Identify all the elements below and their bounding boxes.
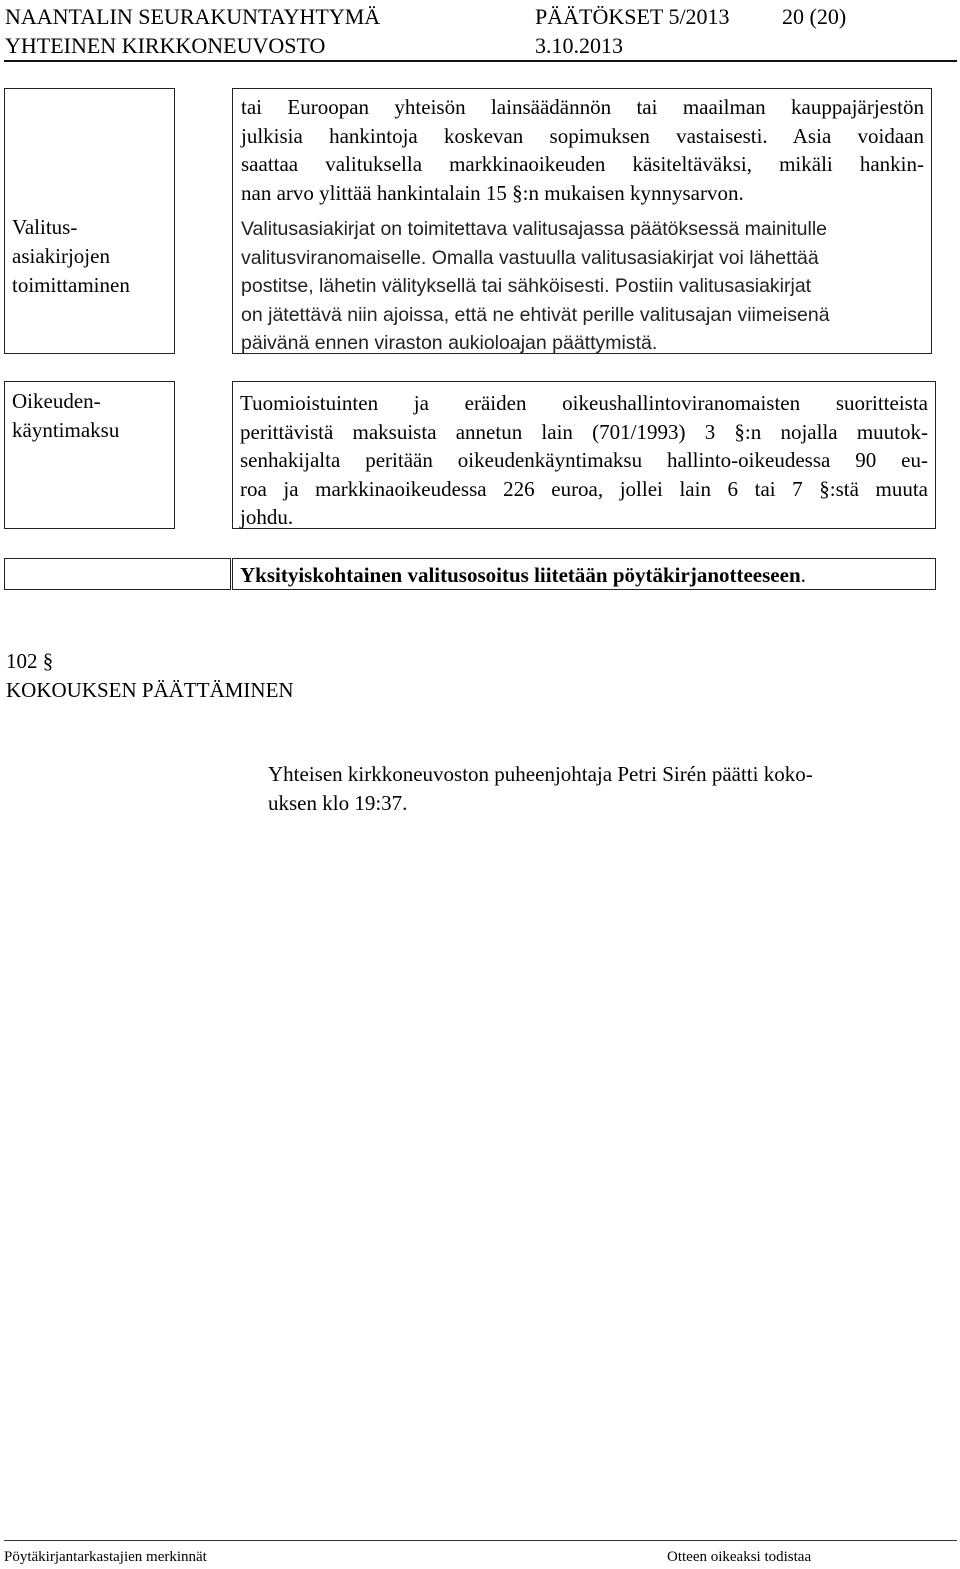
text-line: Tuomioistuinten ja eräiden oikeushallintoviranomaisten suoritteista — [240, 391, 928, 415]
label-line: Oikeuden- — [12, 389, 101, 413]
notice-label-box — [4, 558, 231, 590]
appeal-documents-label-box — [4, 88, 175, 354]
notice-bold-text: Yksityiskohtainen valitusosoitus liitetään pöytäkirjanotteeseen — [240, 563, 801, 587]
label-line: asiakirjojen — [12, 244, 110, 268]
label-line: käyntimaksu — [12, 418, 120, 442]
notice-period: . — [800, 563, 806, 587]
text-line: valitusviranomaiselle. Omalla vastuulla valitusasiakirjat voi lähettää — [241, 246, 819, 269]
notice-content-box — [232, 558, 936, 590]
text-line: perittävistä maksuista annetun lain (701/1993) 3 §:n nojalla muutok- — [240, 419, 928, 444]
court-fee-label — [12, 387, 119, 445]
text-line: Yhteisen kirkkoneuvoston puheenjohtaja Petri Sirén päätti koko- — [268, 762, 813, 786]
header-doc-title: PÄÄTÖKSET 5/2013 — [535, 4, 730, 29]
text-line: saattaa valituksella markkinaoikeuden käsiteltäväksi, mikäli hankin- — [241, 152, 924, 176]
label-line: Valitus- — [12, 215, 78, 239]
header-page-number: 20 (20) — [782, 4, 847, 29]
section-number: 102 § — [6, 649, 54, 673]
court-fee-content-box — [232, 381, 936, 529]
footer-divider — [4, 1540, 957, 1541]
court-fee-paragraph — [240, 389, 928, 532]
text-line: roa ja markkinaoikeudessa 226 euroa, jollei lain 6 tai 7 §:stä muuta — [240, 476, 928, 501]
header-org-name: NAANTALIN SEURAKUNTAYHTYMÄ — [5, 4, 381, 29]
court-fee-label-box — [4, 381, 175, 529]
appeal-documents-content-box — [232, 88, 932, 354]
header-date: 3.10.2013 — [535, 33, 623, 58]
section-paragraph — [268, 760, 918, 817]
appeal-documents-label — [12, 213, 130, 300]
text-line: on jätettävä niin ajoissa, että ne ehtivät perille valitusajan viimeisenä — [241, 303, 830, 326]
appeal-intro-paragraph — [241, 93, 924, 207]
appeal-delivery-paragraph — [241, 215, 924, 358]
section-title: KOKOUKSEN PÄÄTTÄMINEN — [6, 678, 294, 702]
header-divider — [4, 60, 957, 62]
footer-right: Otteen oikeaksi todistaa — [667, 1549, 812, 1565]
text-line: tai Euroopan yhteisön lainsäädännön tai maailman kauppajärjestön — [241, 95, 924, 119]
label-line: toimittaminen — [12, 273, 130, 297]
text-line: postitse, lähetin välityksellä tai sähköisesti. Postiin valitusasiakirjat — [241, 275, 812, 297]
text-line: uksen klo 19:37. — [268, 790, 408, 815]
notice-text — [240, 561, 806, 590]
header-body-name: YHTEINEN KIRKKONEUVOSTO — [5, 33, 326, 58]
text-line: johdu. — [240, 505, 294, 529]
footer-left: Pöytäkirjantarkastajien merkinnät — [4, 1549, 207, 1565]
text-line: Valitusasiakirjat on toimitettava valitusajassa päätöksessä mainitulle — [241, 218, 828, 240]
text-line: julkisia hankintoja koskevan sopimuksen vastaisesti. Asia voidaan — [241, 123, 924, 148]
text-line: senhakijalta peritään oikeudenkäyntimaksu hallinto-oikeudessa 90 eu- — [240, 448, 928, 472]
text-line: päivänä ennen viraston aukioloajan päättymistä. — [241, 332, 658, 354]
text-line: nan arvo ylittää hankintalain 15 §:n mukaisen kynnysarvon. — [241, 180, 744, 205]
